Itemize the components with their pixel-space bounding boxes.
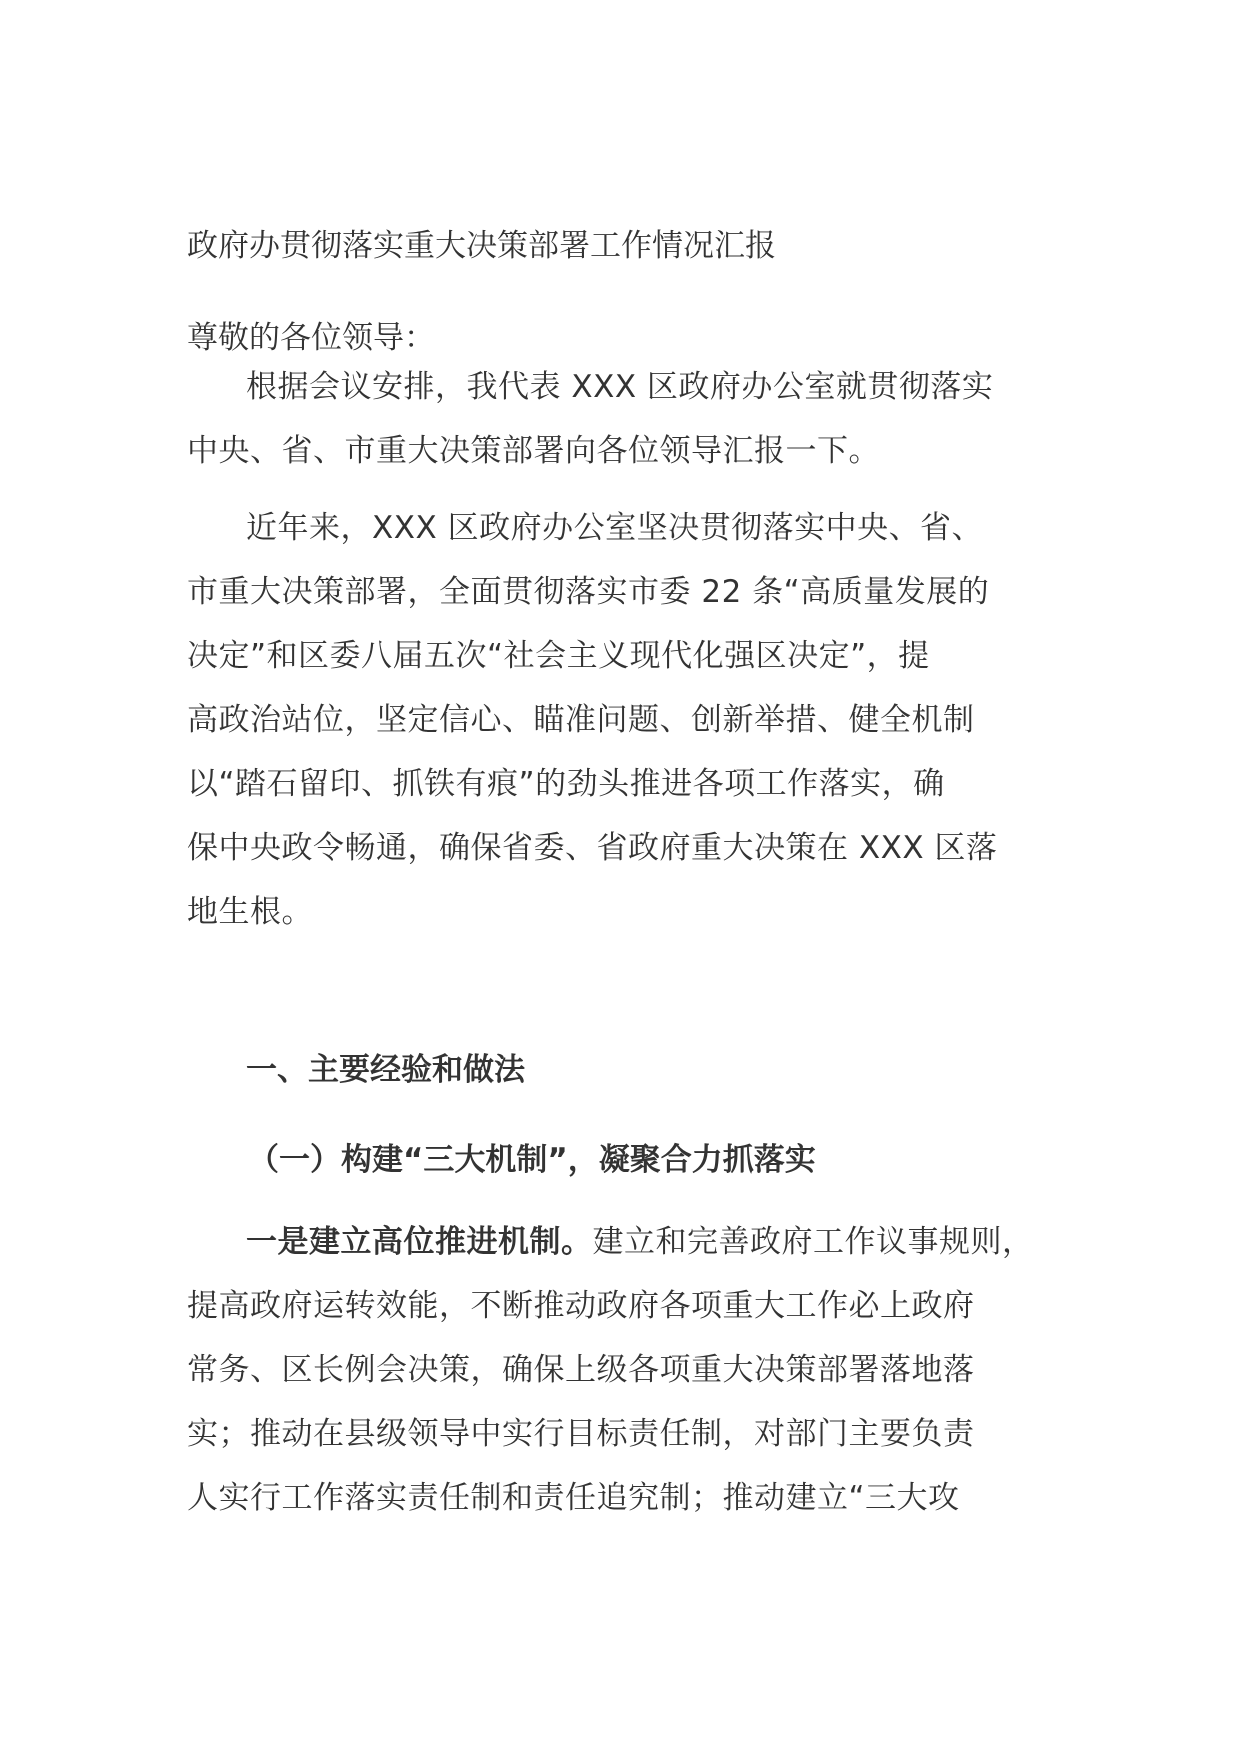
paragraph-line: 决定”和区委八届五次“社会主义现代化强区决定”，提 bbox=[187, 638, 930, 674]
paragraph-line: 保中央政令畅通，确保省委、省政府重大决策在 XXX 区落 bbox=[187, 830, 998, 866]
paragraph-line: 近年来，XXX 区政府办公室坚决贯彻落实中央、省、 bbox=[246, 510, 984, 546]
document-title: 政府办贯彻落实重大决策部署工作情况汇报 bbox=[187, 228, 776, 264]
paragraph-lead: 一是建立高位推进机制。 bbox=[246, 1224, 593, 1260]
paragraph-line bbox=[187, 1210, 1067, 1274]
paragraph-line: 根据会议安排，我代表 XXX 区政府办公室就贯彻落实 bbox=[246, 369, 994, 405]
paragraph-line: 提高政府运转效能，不断推动政府各项重大工作必上政府 bbox=[187, 1288, 975, 1324]
paragraph-mechanism bbox=[187, 1210, 1067, 1530]
subsection-heading: （一）构建“三大机制”，凝聚合力抓落实 bbox=[248, 1142, 816, 1178]
paragraph-intro bbox=[187, 355, 1067, 483]
paragraph-line: 地生根。 bbox=[187, 894, 313, 930]
paragraph-line: 高政治站位，坚定信心、瞄准问题、创新举措、健全机制 bbox=[187, 702, 975, 738]
paragraph-text: 建立和完善政府工作议事规则， bbox=[592, 1224, 1034, 1260]
paragraph-line: 实；推动在县级领导中实行目标责任制，对部门主要负责 bbox=[187, 1416, 975, 1452]
section-heading: 一、主要经验和做法 bbox=[246, 1052, 525, 1088]
paragraph-line: 市重大决策部署，全面贯彻落实市委 22 条“高质量发展的 bbox=[187, 574, 990, 610]
paragraph-overview bbox=[187, 496, 1067, 944]
paragraph-line: 以“踏石留印、抓铁有痕”的劲头推进各项工作落实，确 bbox=[187, 766, 945, 802]
paragraph-line: 中央、省、市重大决策部署向各位领导汇报一下。 bbox=[187, 433, 880, 469]
paragraph-line: 人实行工作落实责任制和责任追究制；推动建立“三大攻 bbox=[187, 1480, 960, 1516]
paragraph-line: 常务、区长例会决策，确保上级各项重大决策部署落地落 bbox=[187, 1352, 975, 1388]
greeting: 尊敬的各位领导： bbox=[187, 320, 435, 356]
